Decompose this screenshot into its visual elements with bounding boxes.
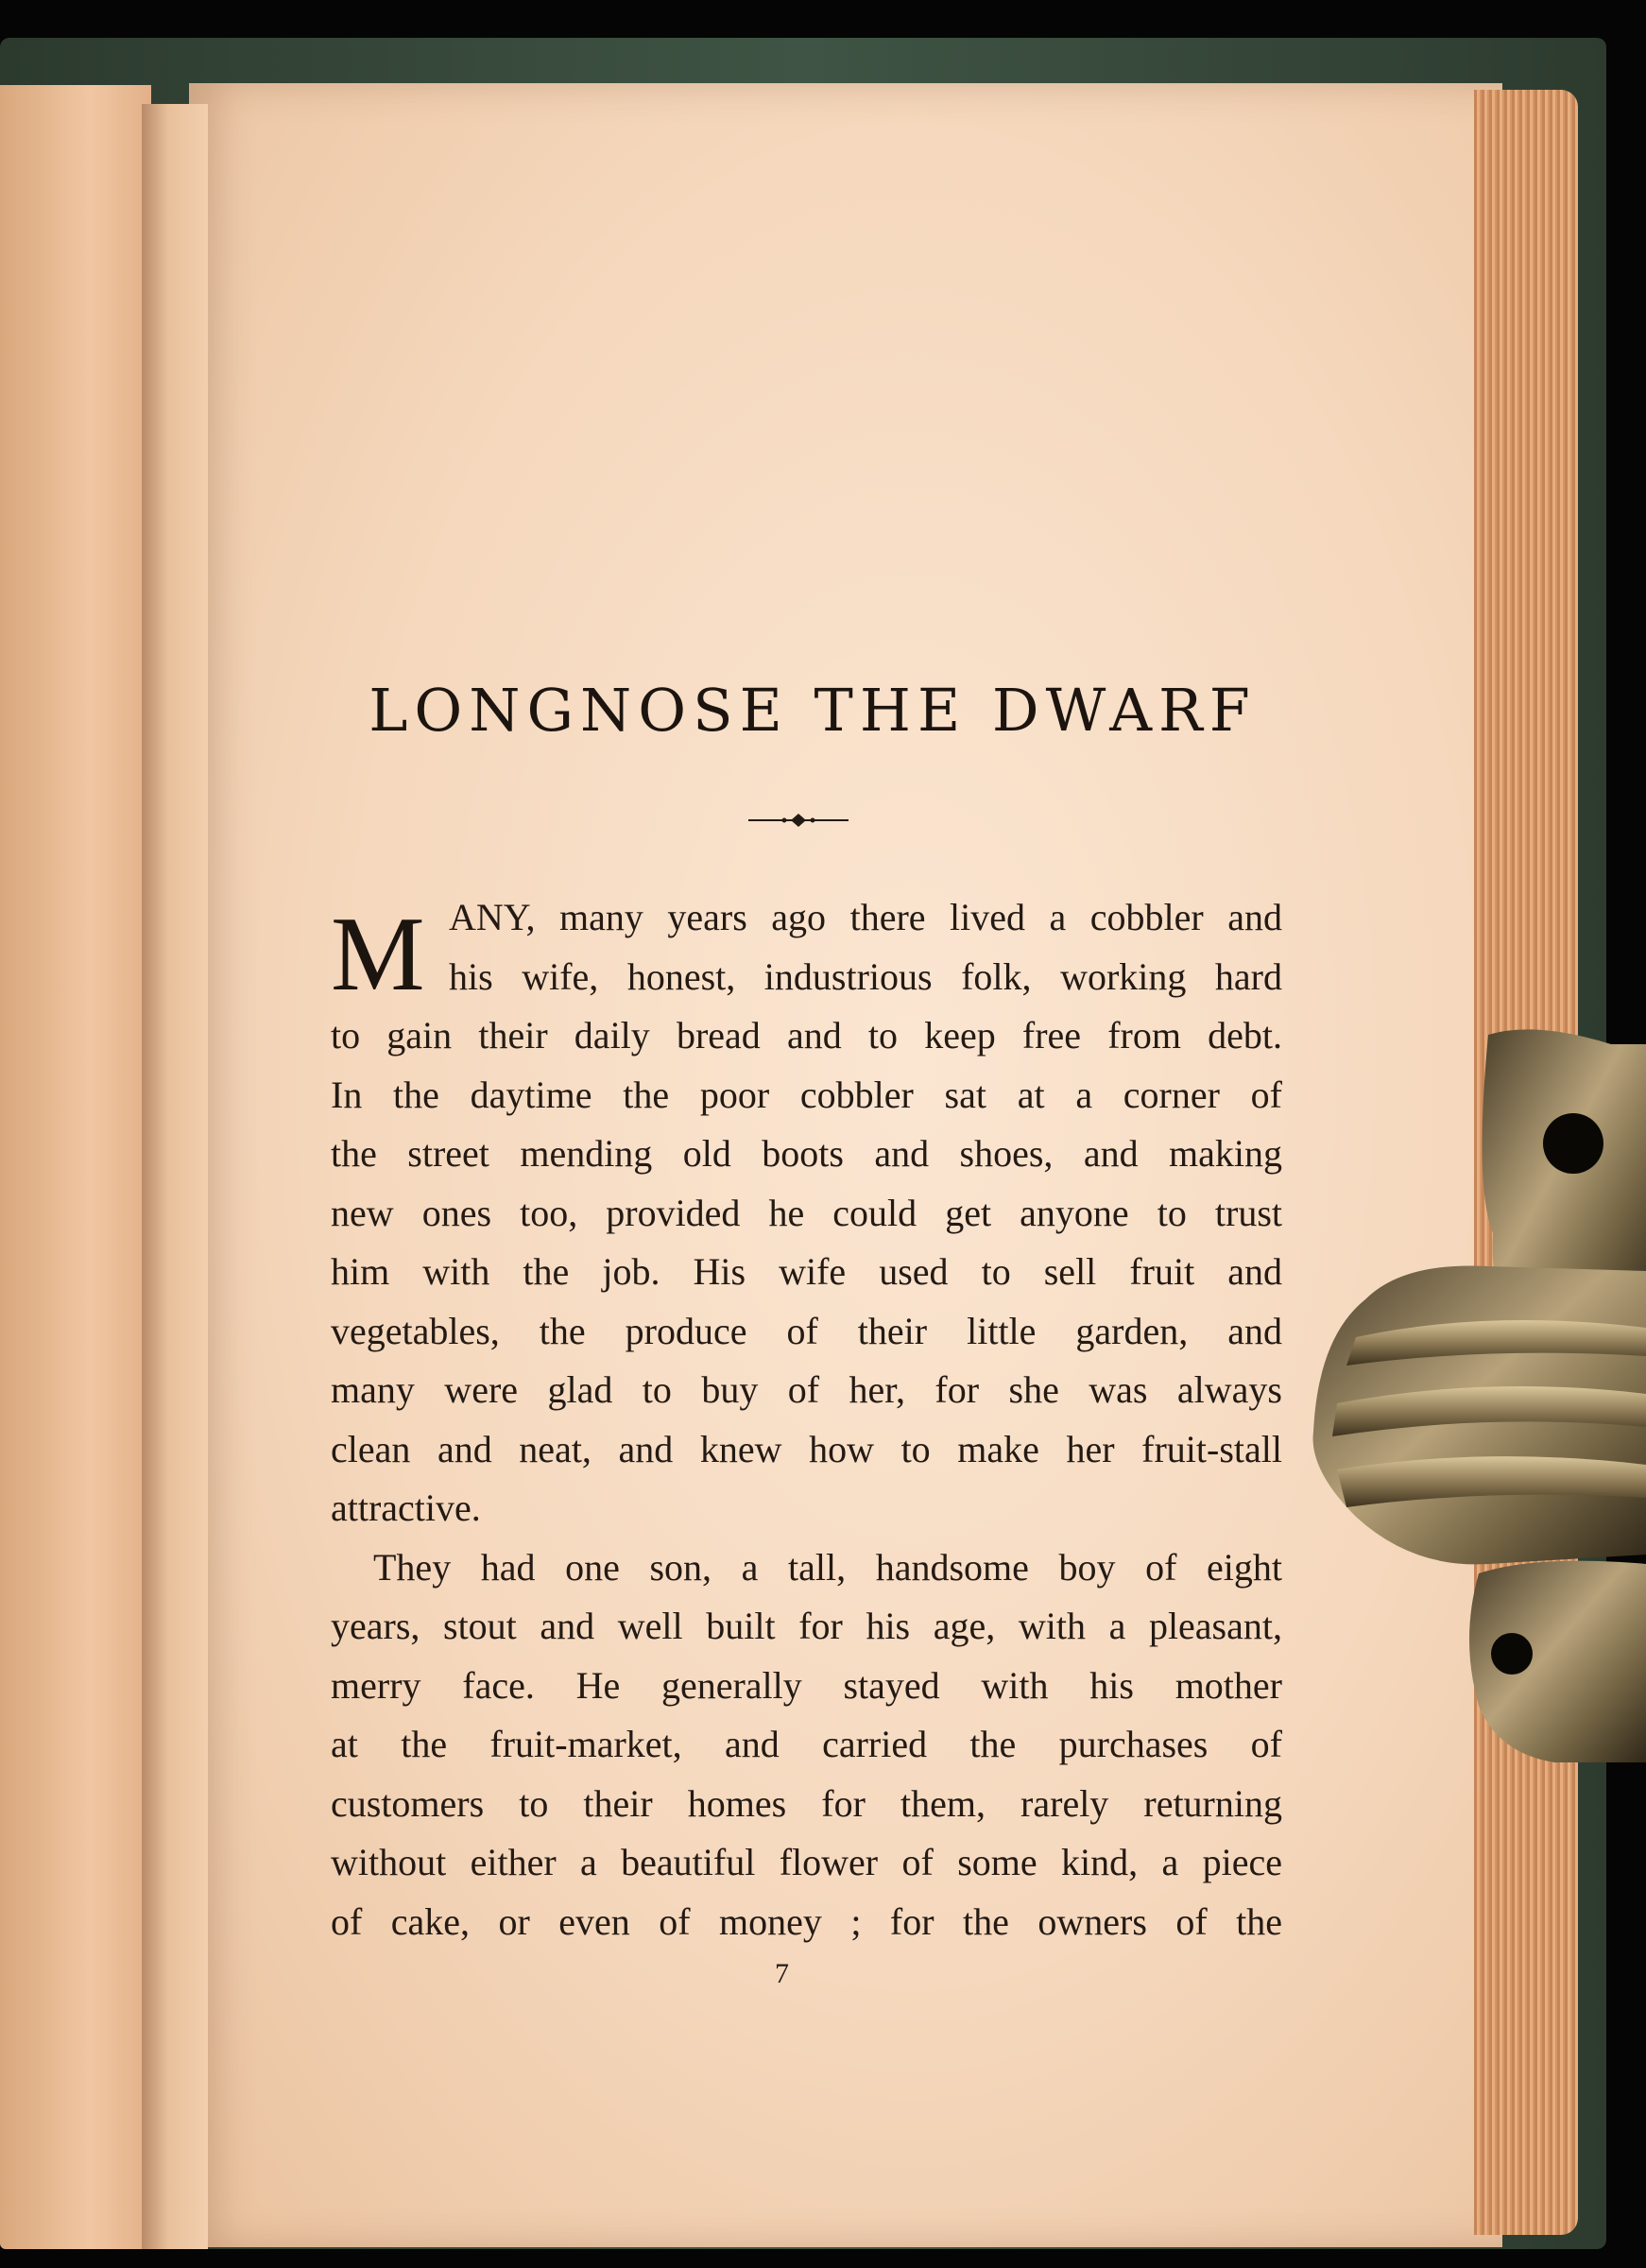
text-line: many were glad to buy of her, for she was always [331, 1368, 1282, 1411]
text-line: him with the job. His wife used to sell fruit and [331, 1250, 1282, 1293]
text-line: to gain their daily bread and to keep free from debt. [331, 1014, 1282, 1057]
ornament-divider-icon [746, 805, 850, 833]
text-line: In the daytime the poor cobbler sat at a corner of [331, 1073, 1282, 1116]
story-text [331, 888, 1282, 1951]
text-line: at the fruit-market, and carried the purchases of [331, 1723, 1282, 1765]
text-line: They had one son, a tall, handsome boy of eight [373, 1545, 1282, 1589]
text-line: of cake, or even of money ; for the owners of the [331, 1899, 1282, 1943]
text-line: the street mending old boots and shoes, and making [331, 1132, 1282, 1175]
text-line: ANY, many years ago there lived a cobbler and [449, 896, 1282, 938]
text-line: attractive. [331, 1486, 481, 1529]
text-line: clean and neat, and knew how to make her fruit-stall [331, 1427, 1282, 1470]
text-line: new ones too, provided he could get anyone to trust [331, 1191, 1282, 1234]
book-gutter [142, 104, 208, 2249]
text-line: merry face. He generally stayed with his mother [331, 1663, 1282, 1707]
text-line: without either a beautiful flower of some kind, a piece [331, 1841, 1282, 1883]
text-line: vegetables, the produce of their little garden, and [331, 1309, 1282, 1352]
chapter-title: LONGNOSE THE DWARF [369, 676, 1257, 745]
brass-clasp-icon [1299, 1025, 1646, 1762]
text-line: his wife, honest, industrious folk, working hard [449, 954, 1282, 998]
text-line: customers to their homes for them, rarely returning [331, 1781, 1282, 1825]
drop-cap: M [331, 896, 425, 1013]
page-number: 7 [775, 1958, 789, 1989]
text-line: years, stout and well built for his age, with a pleasant, [331, 1605, 1282, 1647]
left-page [0, 85, 151, 2249]
